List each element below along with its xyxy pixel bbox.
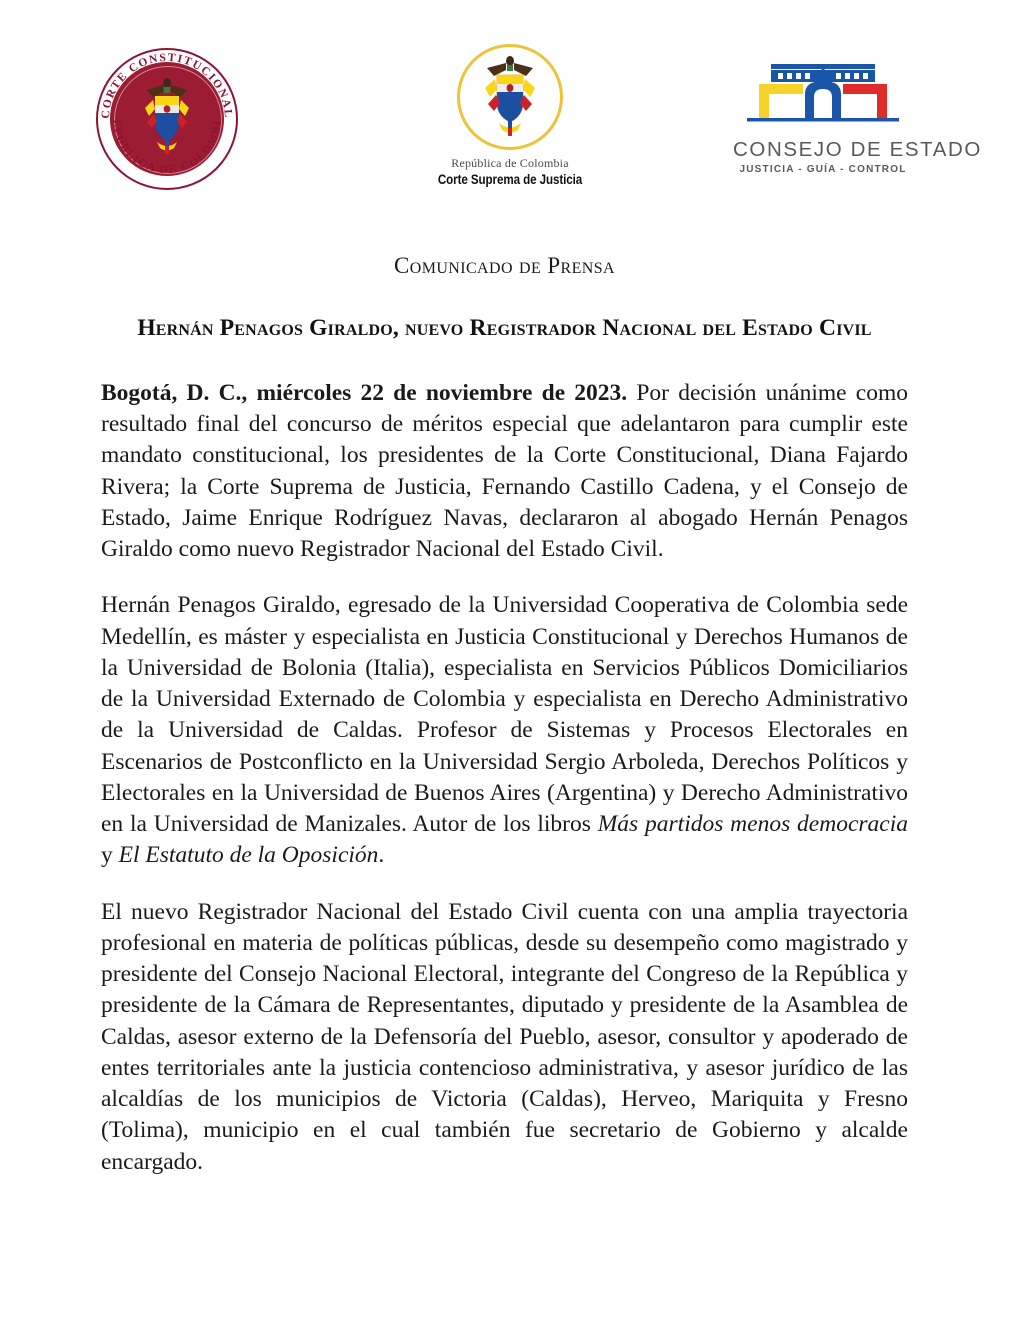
paragraph-1 [101,378,908,566]
seal-text-top: CORTE CONSTITUCIONAL [99,51,235,120]
csj-republic-label: República de Colombia [451,156,569,170]
paragraph-2 [101,590,908,871]
paragraph-3: El nuevo Registrador Nacional del Estado Civil cuenta con una amplia trayectoria profesional en materia de políticas públicas, desde su desempeño como magistrado y presidente del Consejo Nacional Electoral, integrante del Congreso de la República y presidente de la Cámara de Representantes, diputado y presidente de la Asamblea de Caldas, asesor externo de la Defensoría del Pueblo, asesor, consultor y apoderado de entes territoriales ante la justicia contencioso administrativa, y asesor jurídico de las alcaldías de los municipios de Victoria (Caldas), Herveo, Mariquita y Fresno (Tolima), municipio en el cual también fue secretario de Gobierno y alcalde encargado. [101,898,908,1175]
book-title-two: El Estatuto de la Oposición [118,842,379,869]
paragraph-2-period: . [378,842,385,869]
book-title-one: Más partidos menos democracia [597,811,908,838]
corte-suprema-logo [425,44,595,187]
paragraph-1-body: Por decisión unánime como resultado final del concurso de méritos especial que adelantaron para cumplir este mandato constitucional, los presidentes de la Corte Constitucional, Diana Fajardo Rivera; la Corte Suprema de Justicia, Fernando Castillo Cadena, y el Consejo de Estado, Jaime Enrique Rodríguez Navas, declararon al abogado Hernán Penagos Giraldo como nuevo Registrador Nacional del Estado Civil. [101,379,908,563]
press-release-document [101,252,908,1178]
corte-constitucional-seal [91,39,238,190]
page-title: Hernán Penagos Giraldo, nuevo Registrador Nacional del Estado Civil [137,314,872,341]
header-logo-band [0,0,1017,215]
document-kicker: Comunicado de Prensa [394,253,615,278]
paragraph-2-conjunction: y [101,842,119,869]
seal-curved-text [91,39,238,190]
csj-gold-ring [457,44,563,150]
seal-text-bottom: REPÚBLICA DE COLOMBIA [91,39,225,177]
consejo-estado-name: CONSEJO DE ESTADO [733,138,982,161]
dateline: Bogotá, D. C., miércoles 22 de noviembre de 2023. [101,379,628,406]
consejo-estado-tagline: JUSTICIA - GUÍA - CONTROL [739,164,907,175]
csj-name-label: Corte Suprema de Justicia [437,172,583,187]
paragraph-2-body: Hernán Penagos Giraldo, egresado de la Universidad Cooperativa de Colombia sede Medellín, es máster y especialista en Justicia Constitucional y Derechos Humanos de la Universidad de Bolonia (Italia), especialista en Servicios Públicos Domiciliarios de la Universidad Externado de Colombia y especialista en Derecho Administrativo de la Universidad de Caldas. Profesor de Sistemas y Procesos Electorales en Escenarios de Postconflicto en la Universidad Sergio Arboleda, Derechos Políticos y Electorales en la Universidad de Buenos Aires (Argentina) y Derecho Administrativo en la Universidad de Manizales. Autor de los libros [101,592,908,838]
colombia-coat-of-arms-icon [482,53,538,141]
building-facade-icon [733,58,913,130]
consejo-de-estado-logo [733,58,982,175]
